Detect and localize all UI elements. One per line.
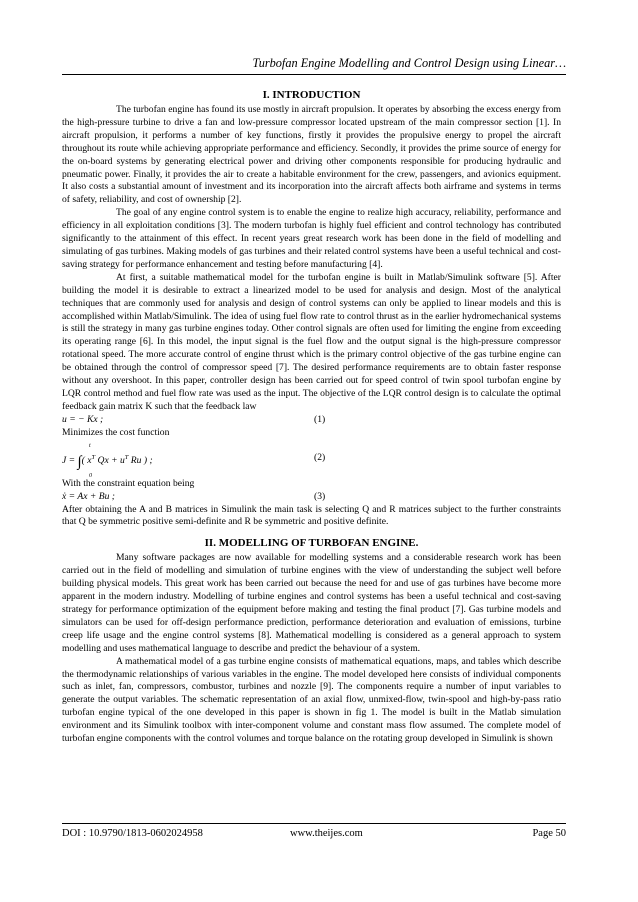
footer-rule [62,823,566,824]
equation-2-expression: J = ∫( $x^T$ $Qx + u^T$ Ru ) ; [62,453,153,470]
intro-paragraph-2: The goal of any engine control system is to enable the engine to realize high accuracy, reliability, performance and efficiency in all exploitation conditions [3]. The modern turbofan is highly fuel efficient and control technology has contributed significantly to the attainment of this effect. In recent years great research work has been done in the field of modelling and simulating of gas turbines. Making models of gas turbines and their related control systems have been a useful technical and cost-saving strategy for performance enhancement and testing before manufacturing [4]. [62,207,561,270]
equation-3-expression: ẋ = Ax + Bu ; [62,490,115,502]
equation-3 [62,491,561,504]
page-body [62,88,561,746]
section-heading-modelling: II. MODELLING OF TURBOFAN ENGINE. [204,537,419,550]
section-heading-introduction: I. INTRODUCTION [262,89,361,101]
integral-lower-limit: 0 [89,472,92,479]
integral-upper-limit: t [89,442,91,449]
modelling-paragraph-2: A mathematical model of a gas turbine engine consists of mathematical equations, maps, and tables which describe the thermodynamic relationships of various variables in the engine. The model developed here consists of individual components such as inlet, fan, compressors, combustor, turbines and nozzle [9]. The components require a number of input variables to generate the output variables. The schematic representation of an axial flow, unmixed-flow, twin-spool and high-by-pass ratio turbofan engine typical of the one developed in this paper is shown in fig 1. The model is built in the Matlab simulation environment and its Simulink toolbox with inter-component volume and constant mass flow assumed. The complete model of turbofan engine components with the control volumes and torque balance on the rotating group developed in Simulink is shown [62,655,561,745]
equation-1-number: (1) [314,413,326,425]
equation-3-number: (3) [314,490,326,502]
equation-1 [62,414,561,427]
running-header: Turbofan Engine Modelling and Control Design using Linear… [252,56,566,70]
footer-website: www.theijes.com [290,828,363,839]
equation-1-expression: u = − Kx ; [62,413,104,425]
cost-function-intro: Minimizes the cost function [62,426,170,438]
intro-paragraph-1: The turbofan engine has found its use mostly in aircraft propulsion. It operates by absorbing the excess energy from the high-pressure turbine to drive a fan and low-pressure compressor located upstream of the main compressor section [1]. In aircraft propulsion, it performs a number of key functions, firstly it provides the propulsive energy to propel the aircraft throughout its route while achieving appropriate performance and efficiency. Secondly, it provides the prime source of energy for the on-board systems by generating electrical power and driving other components responsible for producing hydraulic and pneumatic power. Finally, it provides the air to create a habitable environment for the crew, passengers, and avionics equipment. It also costs a substantial amount of investment and its incorporation into the aircraft affects both airframe and systems in terms of safety, reliability, and cost of ownership [2]. [62,104,561,206]
integral-sign: ∫ [77,453,82,470]
header-rule [62,74,566,75]
intro-closing-paragraph: After obtaining the A and B matrices in Simulink the main task is selecting Q and R matrices subject to the further constraints that Q be symmetric positive semi-definite and R be symmetric and positive definite. [62,503,561,528]
modelling-paragraph-1: Many software packages are now available for modelling systems and a considerable research work has been carried out in the field of modelling and simulation of turbine engines with the view of understanding the subject well before building physical models. This great work has been carried out because the need for and use of gas turbines have become more apparent in the modern industry. Modelling of turbine engines and control systems has been a useful technical and cost-saving strategy for performance optimization of the equipment before making and testing the final product [7]. Gas turbine models and simulators can be used for off-design performance prediction, performance deterioration and evaluation of emissions, turbine creep life usage and the engine control systems [8]. Mathematical modelling is considered as a general approach to system modelling and uses mathematical language to describe and predict the behaviour of a system. [62,552,561,654]
footer-page-number: Page 50 [532,828,566,839]
intro-paragraph-3: At first, a suitable mathematical model for the turbofan engine is built in Matlab/Simulink software [5]. After building the model it is desirable to extract a linearized model to be used for analysis and design. Most of the analytical techniques that are commonly used for analysis and design of control systems can only be applied to linear models and this is accomplished within Matlab/Simulink. The idea of using fuel flow rate to control thrust as in the earlier hydromechanical systems is still the strategy in many gas turbine engines today. Other control signals are often used for limiting the engine from exceeding its operating range [6]. In this model, the input signal is the fuel flow and the output signal is the high-pressure compressor rotational speed. The more accurate control of engine thrust which is the primary control objective of the gas turbine engine can be obtained through the control of compressor speed [7]. The desired performance requirements are to obtain faster response without any overshoot. In this paper, controller design has been carried out for speed control of twin spool turbofan engine by LQR control method and fuel flow rate was used as the input. The objective of the LQR control design is to calculate the optimal feedback gain matrix K such that the feedback law [62,271,561,412]
footer-doi: DOI : 10.9790/1813-0602024958 [62,828,203,839]
constraint-intro: With the constraint equation being [62,477,195,489]
equation-2 [62,440,561,478]
equation-2-number: (2) [314,451,326,463]
